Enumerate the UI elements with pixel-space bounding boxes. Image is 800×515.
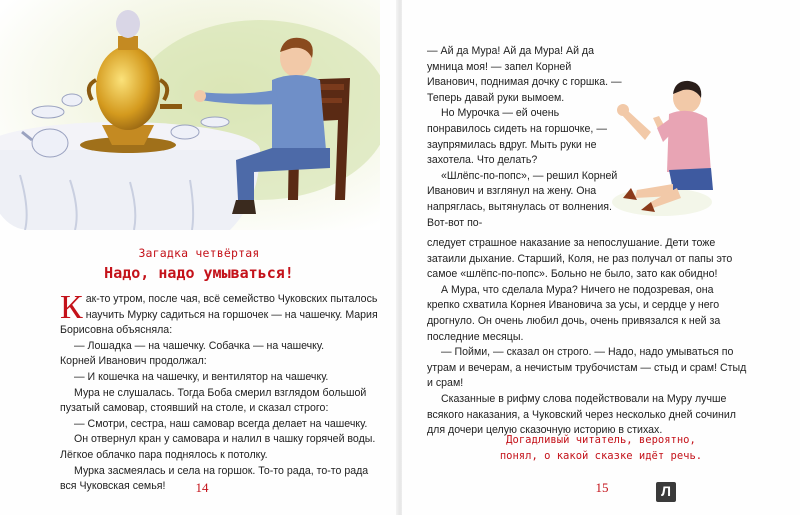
- drop-cap: К: [60, 289, 83, 326]
- paragraph: Он отвернул кран у самовара и налил в чашку горячей воды. Лёгкое облачко пара поднялось к потолку.: [60, 433, 376, 461]
- chapter-subtitle: Загадка четвёртая: [138, 246, 260, 260]
- closing-line: Догадливый читатель, вероятно,: [506, 434, 696, 446]
- paragraph: «Шлёпс-по-попс», — решил Корней Иванович и взглянул на жену. Она напряглась, вытянулась от волнения. Вот-вот по-: [427, 169, 618, 229]
- paragraph: Как-то утром, после чая, всё семейство Чуковских пыталось научить Мурку садиться на горшочек — на чашечку. Мария Борисовна объясняла:: [60, 289, 378, 337]
- page-number-right: 15: [595, 480, 609, 495]
- paragraph: Корней Иванович продолжал:: [60, 355, 207, 368]
- paragraph: Мурка засмеялась и села на горшок. То-то рада, то-то рада вся Чуковская семья!: [60, 464, 369, 493]
- closing-remark: [402, 432, 800, 464]
- paragraph: — И кошечка на чашечку, и вентилятор на чашечку.: [74, 370, 329, 383]
- publisher-logo-icon: [656, 482, 676, 502]
- paragraph: — Пойми, — сказал он строго. — Надо, надо умываться по утрам и вечерам, а нечистым трубочистам — стыд и срам! Стыд и срам!: [427, 346, 747, 390]
- chapter-title: Надо, надо умываться!: [104, 264, 294, 282]
- right-page-top-text: [427, 44, 623, 231]
- right-page-main-text: [427, 236, 747, 439]
- paragraph: следует страшное наказание за непослушание. Дети тоже затаили дыхание. Старший, Коля, не раз получал от папы это самое «шлёпс-по-попс». Больно не было, зато как обидно!: [427, 237, 733, 281]
- paragraph: — Ай да Мура! Ай да Мура! Ай да умница моя! — запел Корней Иванович, поднимая дочку с горшка. — Теперь давай руки вымоем.: [427, 45, 622, 104]
- paragraph: А Мура, что сделала Мура? Ничего не подозревая, она крепко схватила Корнея Ивановича за усы, и сердце у него дрогнуло. Он очень любил дочь, очень привязался к ней за последние месяцы.: [427, 283, 721, 343]
- paragraph: Но Мурочка — ей очень понравилось сидеть на горшочке, — заупрямилась вдруг. Мыть руки не захотела. Что делать?: [427, 107, 607, 167]
- logo-letter: Л: [661, 483, 671, 499]
- paragraph: Мура не слушалась. Тогда Боба смерил взглядом большой пузатый самовар, стоявший на столе, и сказал строго:: [60, 386, 367, 415]
- illustration-boy-with-samovar: [0, 0, 380, 230]
- left-page: [0, 0, 398, 515]
- right-page: [402, 0, 800, 515]
- paragraph: Сказанные в рифму слова подействовали на Муру лучше всякого наказания, а Чуковский через несколько дней сочинил для дочери целую сказочную историю в стихах.: [427, 392, 736, 437]
- closing-line: понял, о какой сказке идёт речь.: [499, 450, 703, 462]
- left-page-text: [60, 289, 380, 495]
- page-number-left: 14: [195, 480, 209, 495]
- paragraph: — Смотри, сестра, наш самовар всегда делает на чашечку.: [74, 417, 368, 430]
- paragraph: — Лошадка — на чашечку. Собачка — на чашечку.: [74, 339, 325, 352]
- illustration-girl-sitting: [607, 72, 717, 222]
